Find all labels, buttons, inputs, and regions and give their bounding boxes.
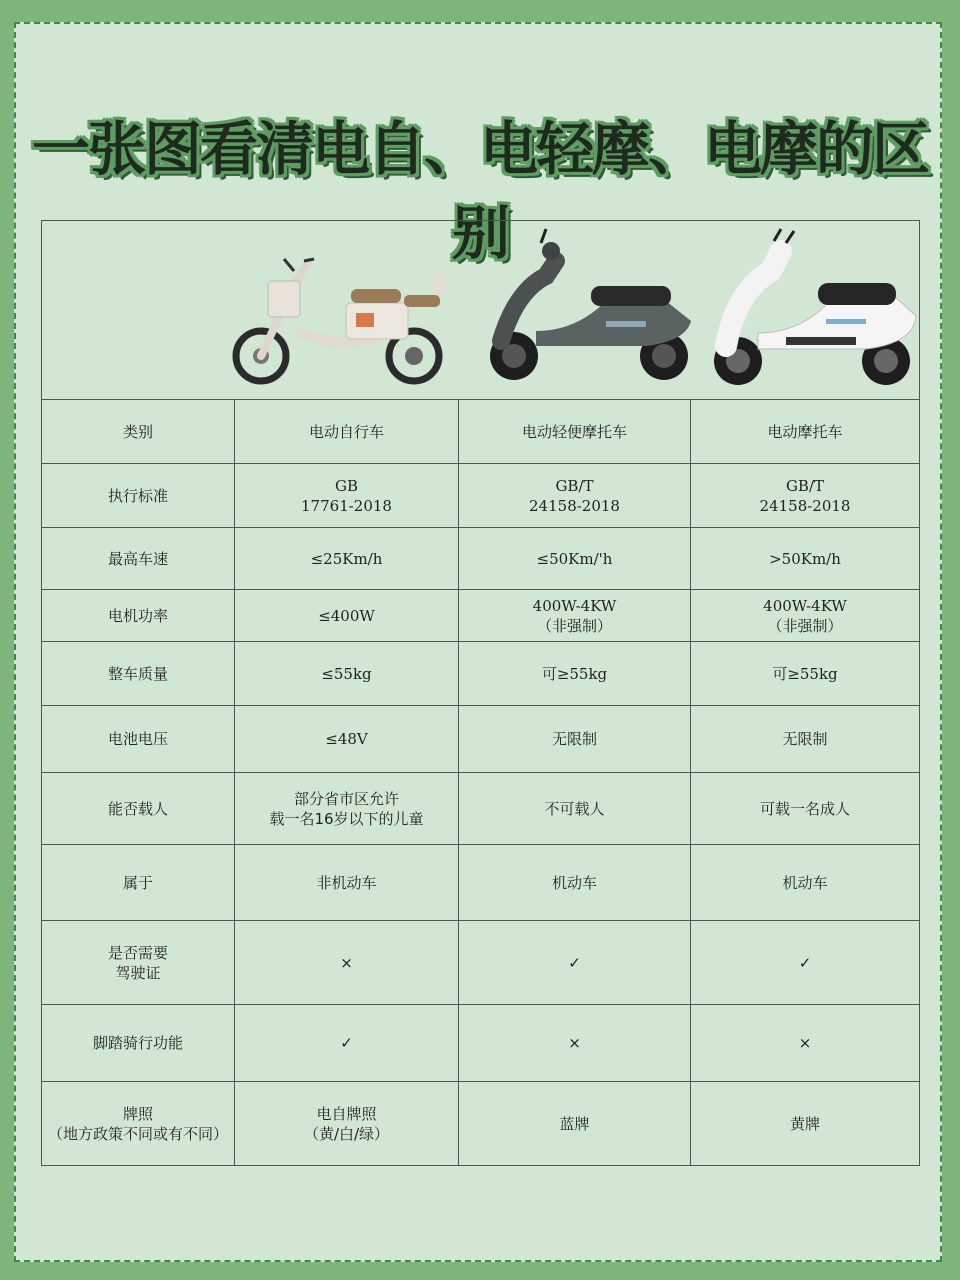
row-label: 执行标准 [42, 464, 235, 528]
table-header-row [42, 400, 920, 464]
electric-moped-image [490, 229, 691, 380]
table-row [42, 590, 920, 642]
row-label: 整车质量 [42, 642, 235, 706]
table-cell: ≤48V [235, 706, 459, 773]
table-cell: 400W-4KW （非强制） [459, 590, 691, 642]
table-cell: 蓝牌 [459, 1082, 691, 1166]
table-row [42, 706, 920, 773]
row-label: 脚踏骑行功能 [42, 1005, 235, 1082]
comparison-card [14, 22, 942, 1262]
table-cell: 机动车 [691, 845, 920, 921]
table-cell: 无限制 [691, 706, 920, 773]
row-label: 能否载人 [42, 773, 235, 845]
table-cell: 机动车 [459, 845, 691, 921]
table-cell: >50Km/h [691, 528, 920, 590]
table-cell: × [459, 1005, 691, 1082]
table-cell: 不可载人 [459, 773, 691, 845]
table-row [42, 1082, 920, 1166]
row-label: 属于 [42, 845, 235, 921]
table-cell: ≤50Km/'h [459, 528, 691, 590]
table-row [42, 642, 920, 706]
table-cell: 无限制 [459, 706, 691, 773]
table-cell: ≤400W [235, 590, 459, 642]
table-cell: ✓ [235, 1005, 459, 1082]
table-row [42, 773, 920, 845]
row-label: 是否需要 驾驶证 [42, 921, 235, 1005]
table-cell: GB 17761-2018 [235, 464, 459, 528]
table-row [42, 921, 920, 1005]
table-cell: 400W-4KW （非强制） [691, 590, 920, 642]
page-title: 一张图看清电自、电轻摩、电摩的区别 [31, 115, 928, 267]
comparison-table [41, 220, 920, 1166]
row-label: 牌照 （地方政策不同或有不同） [42, 1082, 235, 1166]
header-category: 类别 [42, 400, 235, 464]
table-cell: 非机动车 [235, 845, 459, 921]
table-cell: 部分省市区允许 载一名16岁以下的儿童 [235, 773, 459, 845]
table-cell: ✓ [691, 921, 920, 1005]
row-label: 电池电压 [42, 706, 235, 773]
row-label: 最高车速 [42, 528, 235, 590]
table-cell: × [691, 1005, 920, 1082]
table-cell: GB/T 24158-2018 [459, 464, 691, 528]
header-electric-motorcycle: 电动摩托车 [691, 400, 920, 464]
table-cell: GB/T 24158-2018 [691, 464, 920, 528]
table-row [42, 845, 920, 921]
row-label: 电机功率 [42, 590, 235, 642]
table-row [42, 1005, 920, 1082]
electric-bicycle-image [236, 259, 446, 381]
table-cell: ✓ [459, 921, 691, 1005]
table-row [42, 464, 920, 528]
table-cell: × [235, 921, 459, 1005]
electric-motorcycle-image [714, 229, 916, 385]
table-cell: 可≥55kg [459, 642, 691, 706]
table-cell: 可≥55kg [691, 642, 920, 706]
header-electric-moped: 电动轻便摩托车 [459, 400, 691, 464]
vehicle-images-cell [42, 221, 920, 400]
table-cell: ≤25Km/h [235, 528, 459, 590]
table-cell: ≤55kg [235, 642, 459, 706]
table-row [42, 528, 920, 590]
table-cell: 可载一名成人 [691, 773, 920, 845]
table-cell: 电自牌照 （黄/白/绿） [235, 1082, 459, 1166]
header-electric-bicycle: 电动自行车 [235, 400, 459, 464]
table-cell: 黄牌 [691, 1082, 920, 1166]
vehicle-image-row [42, 221, 920, 400]
